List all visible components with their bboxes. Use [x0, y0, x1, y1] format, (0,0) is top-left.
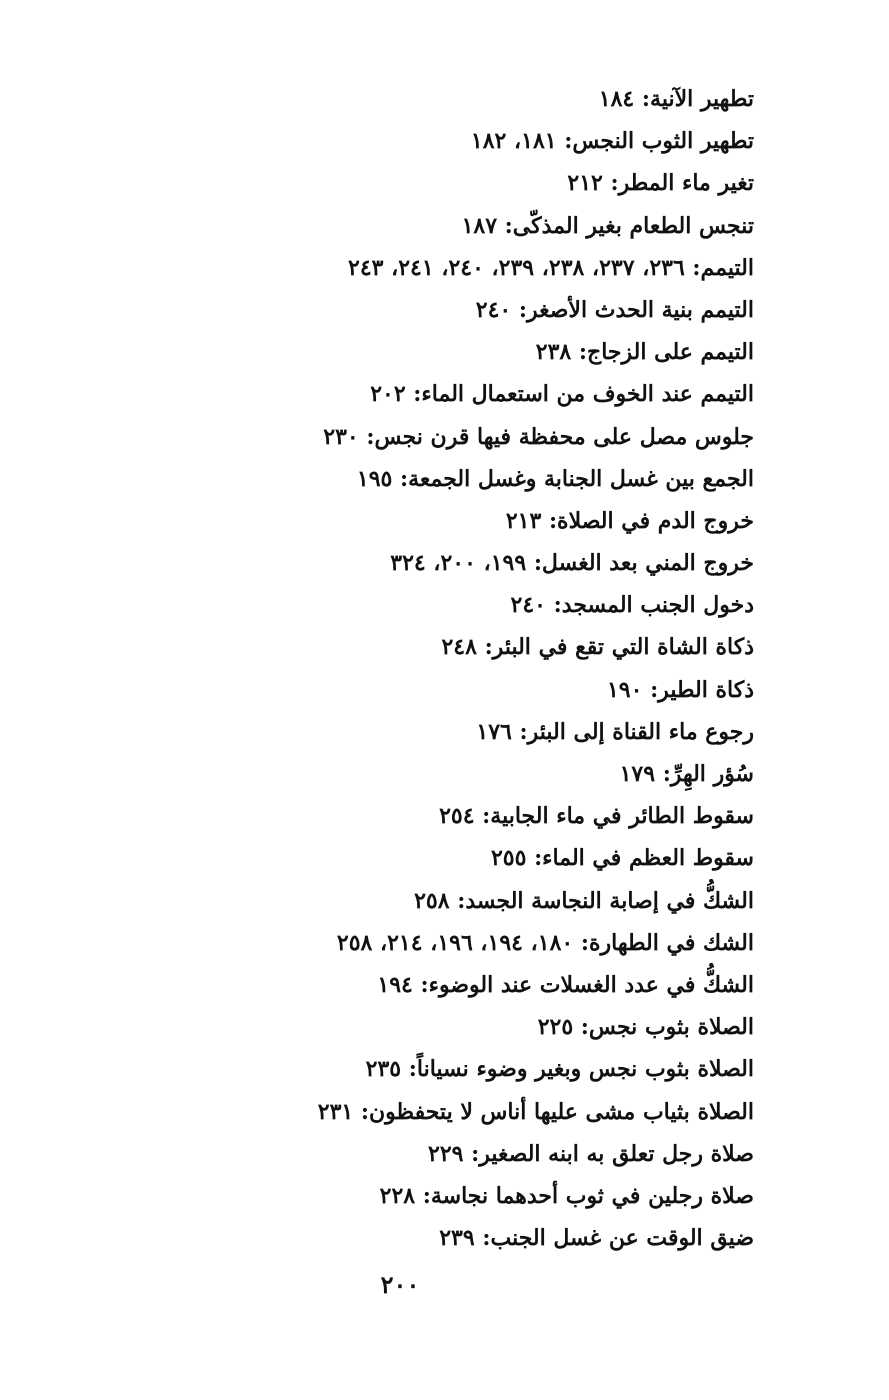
index-entry: تطهير الثوب النجس: ١٨١، ١٨٢	[470, 128, 754, 155]
index-entry: صلاة رجلين في ثوب أحدهما نجاسة: ٢٢٨	[379, 1182, 754, 1209]
index-entry: التيمم عند الخوف من استعمال الماء: ٢٠٢	[370, 381, 754, 408]
index-entry: تنجس الطعام بغير المذكّى: ١٨٧	[461, 212, 754, 239]
index-entry: سُؤر الهِرِّ: ١٧٩	[619, 761, 754, 787]
index-entry: رجوع ماء القناة إلى البئر: ١٧٦	[476, 718, 754, 745]
index-entry: الشكُّ في عدد الغسلات عند الوضوء: ١٩٤	[377, 971, 754, 998]
index-entry: تغير ماء المطر: ٢١٢	[567, 170, 754, 197]
index-entry: ذكاة الطير: ١٩٠	[606, 676, 754, 703]
index-entry: التيمم بنية الحدث الأصغر: ٢٤٠	[475, 296, 754, 323]
index-entry: تطهير الآنية: ١٨٤	[598, 86, 754, 112]
index-entry: ضيق الوقت عن غسل الجنب: ٢٣٩	[439, 1225, 754, 1252]
index-entry: الصلاة بثوب نجس: ٢٢٥	[537, 1014, 754, 1041]
index-entry: سقوط العظم في الماء: ٢٥٥	[490, 845, 754, 872]
index-entry: سقوط الطائر في ماء الجابية: ٢٥٤	[439, 803, 754, 830]
index-entry: الصلاة بثوب نجس وبغير وضوء نسياناً: ٢٣٥	[365, 1056, 754, 1083]
index-entry: الشك في الطهارة: ١٨٠، ١٩٤، ١٩٦، ٢١٤، ٢٥٨	[336, 929, 754, 956]
index-entry: الصلاة بثياب مشى عليها أناس لا يتحفظون: ٢٣١	[317, 1098, 754, 1125]
index-entry: خروج المني بعد الغسل: ١٩٩، ٢٠٠، ٣٢٤	[390, 550, 754, 577]
index-list	[114, 78, 754, 1259]
index-entry: جلوس مصل على محفظة فيها قرن نجس: ٢٣٠	[323, 423, 754, 450]
index-entry: خروج الدم في الصلاة: ٢١٣	[505, 507, 754, 534]
index-entry: الجمع بين غسل الجنابة وغسل الجمعة: ١٩٥	[356, 465, 754, 492]
index-entry: دخول الجنب المسجد: ٢٤٠	[510, 592, 754, 619]
index-entry: الشكُّ في إصابة النجاسة الجسد: ٢٥٨	[414, 887, 754, 914]
page-number: ٢٠٠	[380, 1270, 420, 1299]
index-entry: التيمم: ٢٣٦، ٢٣٧، ٢٣٨، ٢٣٩، ٢٤٠، ٢٤١، ٢٤٣	[348, 254, 754, 281]
index-entry: التيمم على الزجاج: ٢٣٨	[535, 339, 754, 366]
index-entry: صلاة رجل تعلق به ابنه الصغير: ٢٢٩	[428, 1140, 754, 1167]
index-entry: ذكاة الشاة التي تقع في البئر: ٢٤٨	[441, 634, 754, 661]
